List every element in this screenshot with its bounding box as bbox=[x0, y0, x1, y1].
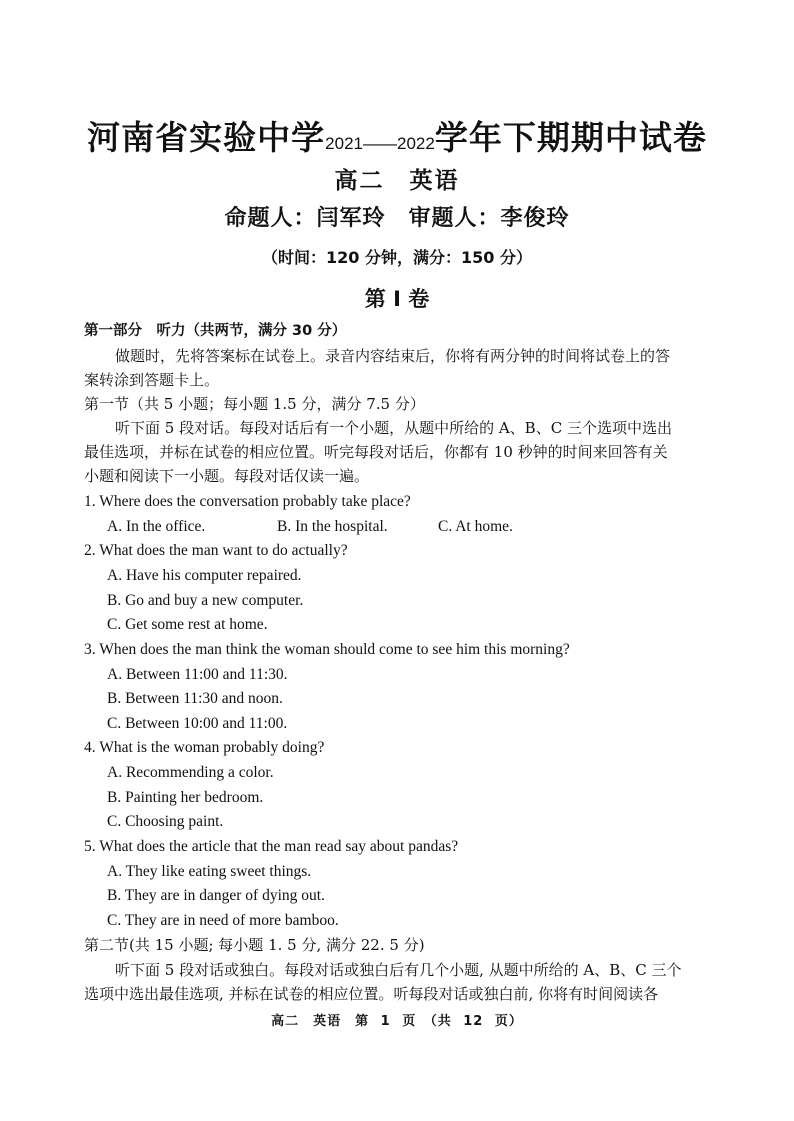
question-2-option-b: B. Go and buy a new computer. bbox=[107, 592, 304, 609]
question-4-option-a: A. Recommending a color. bbox=[107, 764, 274, 781]
exam-subtitle: 高二 英语 bbox=[334, 168, 460, 194]
question-1-option-c: C. At home. bbox=[438, 518, 513, 535]
question-5-stem: 5. What does the article that the man read say about pandas? bbox=[84, 838, 459, 855]
section1-instruction-line2: 最佳选项，并标在试卷的相应位置。听完每段对话后，你都有 10 秒钟的时间来回答有关 bbox=[84, 443, 668, 461]
question-3-stem: 3. When does the man think the woman should come to see him this morning? bbox=[84, 641, 570, 658]
question-1-stem: 1. Where does the conversation probably take place? bbox=[84, 493, 411, 510]
section1-instruction-line1: 听下面 5 段对话。每段对话后有一个小题，从题中所给的 A、B、C 三个选项中选出 bbox=[115, 419, 672, 437]
exam-time-info: （时间：120 分钟，满分：150 分） bbox=[262, 248, 532, 267]
part1-instruction-line1: 做题时，先将答案标在试卷上。录音内容结束后，你将有两分钟的时间将试卷上的答 bbox=[115, 347, 671, 365]
page-footer: 高二 英语 第 1 页 （共 12 页） bbox=[271, 1014, 523, 1029]
question-2-option-c: C. Get some rest at home. bbox=[107, 616, 268, 633]
title-school: 河南省实验中学 bbox=[87, 118, 326, 157]
question-3-option-c: C. Between 10:00 and 11:00. bbox=[107, 715, 288, 732]
part1-heading: 第一部分 听力（共两节，满分 30 分） bbox=[84, 323, 347, 339]
question-5-option-b: B. They are in danger of dying out. bbox=[107, 887, 325, 904]
exam-authors: 命题人：闫军玲 审题人：李俊玲 bbox=[224, 206, 570, 231]
section1-instruction-line3: 小题和阅读下一小题。每段对话仅读一遍。 bbox=[84, 467, 370, 485]
title-year: 2021——2022 bbox=[325, 134, 435, 153]
volume-heading: 第 I 卷 bbox=[364, 287, 430, 311]
question-4-option-b: B. Painting her bedroom. bbox=[107, 789, 264, 806]
question-2-stem: 2. What does the man want to do actually? bbox=[84, 542, 348, 559]
section1-heading: 第一节（共 5 小题；每小题 1.5 分，满分 7.5 分） bbox=[84, 395, 425, 413]
question-4-option-c: C. Choosing paint. bbox=[107, 813, 224, 830]
question-5-option-a: A. They like eating sweet things. bbox=[107, 863, 312, 880]
question-3-option-a: A. Between 11:00 and 11:30. bbox=[107, 666, 288, 683]
question-5-option-c: C. They are in need of more bamboo. bbox=[107, 912, 339, 929]
question-3-option-b: B. Between 11:30 and noon. bbox=[107, 690, 283, 707]
part1-instruction-line2: 案转涂到答题卡上。 bbox=[84, 371, 220, 389]
section2-instruction-line1: 听下面 5 段对话或独白。每段对话或独白后有几个小题, 从题中所给的 A、B、C 三个 bbox=[115, 961, 682, 979]
question-4-stem: 4. What is the woman probably doing? bbox=[84, 739, 325, 756]
exam-title bbox=[0, 112, 794, 159]
question-2-option-a: A. Have his computer repaired. bbox=[107, 567, 302, 584]
section2-instruction-line2: 选项中选出最佳选项, 并标在试卷的相应位置。听每段对话或独白前, 你将有时间阅读各 bbox=[84, 985, 659, 1003]
title-term: 学年下期期中试卷 bbox=[434, 118, 707, 157]
question-1-option-b: B. In the hospital. bbox=[277, 518, 388, 535]
section2-heading: 第二节(共 15 小题; 每小题 1. 5 分, 满分 22. 5 分) bbox=[84, 936, 425, 954]
question-1-option-a: A. In the office. bbox=[107, 518, 206, 535]
